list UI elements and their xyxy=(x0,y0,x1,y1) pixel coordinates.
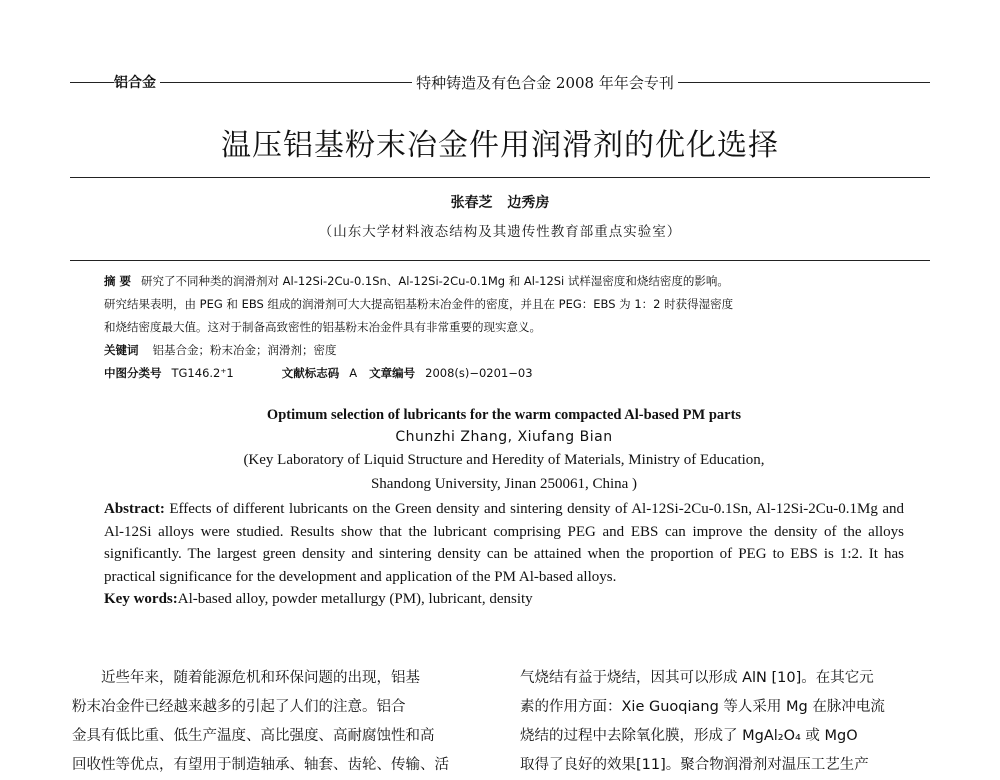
abstract-cn-line: 研究结果表明，由 PEG 和 EBS 组成的润滑剂可大大提高铝基粉末冶金件的密度，并且在 PEG：EBS 为 1：2 时获得湿密度 xyxy=(104,297,734,311)
english-authors: Chunzhi Zhang, Xiufang Bian xyxy=(395,429,613,445)
body-line: 烧结的过程中去除氧化膜，形成了 MgAl₂O₄ 或 MgO xyxy=(520,728,858,744)
body-line: 取得了良好的效果[11]。聚合物润滑剂对温压工艺生产 xyxy=(520,757,869,773)
english-keywords xyxy=(104,588,904,611)
english-abstract-text: Effects of different lubricants on the Green density and sintering density of Al-12Si-2Cu-0.1Sn, Al-12Si-2Cu-0.1Mg and Al-12Si alloys were studied. Results show that the lubricant comprising PEG and EBS can improve the density of the alloys significantly. The largest green density and sintering density can be attained when the proportion of PEG to EBS is 1:2. It has practical significance for the development and application of the PM Al-based alloys. xyxy=(104,501,905,585)
keywords-cn-text: 铝基合金；粉末冶金；润滑剂；密度 xyxy=(152,343,337,357)
doc-code-value: A xyxy=(349,366,358,380)
article-number-label: 文章编号 xyxy=(369,366,416,380)
body-line: 回收性等优点，有望用于制造轴承、轴套、齿轮、传输、活 xyxy=(72,757,449,773)
authors-cn: 张春芝 边秀房 xyxy=(450,195,550,211)
abstract-cn-label: 摘 要 xyxy=(104,274,132,288)
english-affiliation-line1: (Key Laboratory of Liquid Structure and Heredity of Materials, Ministry of Education, xyxy=(243,452,765,468)
english-abstract-label: Abstract: xyxy=(104,501,165,517)
abstract-cn-line: 和烧结密度最大值。这对于制备高致密性的铝基粉末冶金件具有非常重要的现实意义。 xyxy=(104,320,541,334)
abstract-cn-line: 摘 要 研究了不同种类的润滑剂对 Al-12Si-2Cu-0.1Sn、Al-12Si-2Cu-0.1Mg 和 Al-12Si 试样湿密度和烧结密度的影响。 xyxy=(104,274,729,288)
header-journal-tag: 特种铸造及有色合金 2008 年年会专刊 xyxy=(416,73,674,92)
body-line: 气烧结有益于烧结，因其可以形成 AlN [10]。在其它元 xyxy=(520,670,874,686)
header-rule-right xyxy=(678,82,930,83)
clc-label: 中图分类号 xyxy=(104,366,162,380)
title-divider xyxy=(70,177,930,178)
doc-code-label: 文献标志码 xyxy=(281,366,340,380)
english-keywords-label: Key words: xyxy=(104,591,178,607)
header-rule-middle xyxy=(160,82,412,83)
keywords-cn-label: 关键词 xyxy=(104,343,139,357)
english-keywords-text: Al-based alloy, powder metallurgy (PM), lubricant, density xyxy=(177,591,533,607)
abstract-cn-block xyxy=(104,270,900,385)
clc-value: TG146.2⁺1 xyxy=(171,366,234,380)
keywords-cn xyxy=(104,339,900,362)
body-line: 素的作用方面：Xie Guoqiang 等人采用 Mg 在脉冲电流 xyxy=(520,699,885,715)
body-line: 近些年来，随着能源危机和环保问题的出现，铝基 xyxy=(101,670,420,686)
body-line: 粉末冶金件已经越来越多的引起了人们的注意。铝合 xyxy=(72,699,406,715)
header-section-tag: 铝合金 xyxy=(114,75,156,91)
article-number-value: 2008(s)−0201−03 xyxy=(425,366,533,380)
author-divider xyxy=(70,260,930,261)
body-line: 金具有低比重、低生产温度、高比强度、高耐腐蚀性和高 xyxy=(72,728,435,744)
running-header xyxy=(70,72,930,92)
english-abstract xyxy=(104,498,904,588)
affiliation-cn: （山东大学材料液态结构及其遗传性教育部重点实验室） xyxy=(318,224,682,240)
english-affiliation-line2: Shandong University, Jinan 250061, China ) xyxy=(370,476,638,492)
paper-title: 温压铝基粉末冶金件用润滑剂的优化选择 xyxy=(221,128,779,163)
body-column-right xyxy=(520,664,940,780)
english-title: Optimum selection of lubricants for the warm compacted Al-based PM parts xyxy=(266,407,742,423)
english-abstract-block xyxy=(104,404,904,611)
classification-row xyxy=(104,362,900,385)
header-rule-left xyxy=(70,82,114,83)
body-column-left xyxy=(72,664,482,780)
